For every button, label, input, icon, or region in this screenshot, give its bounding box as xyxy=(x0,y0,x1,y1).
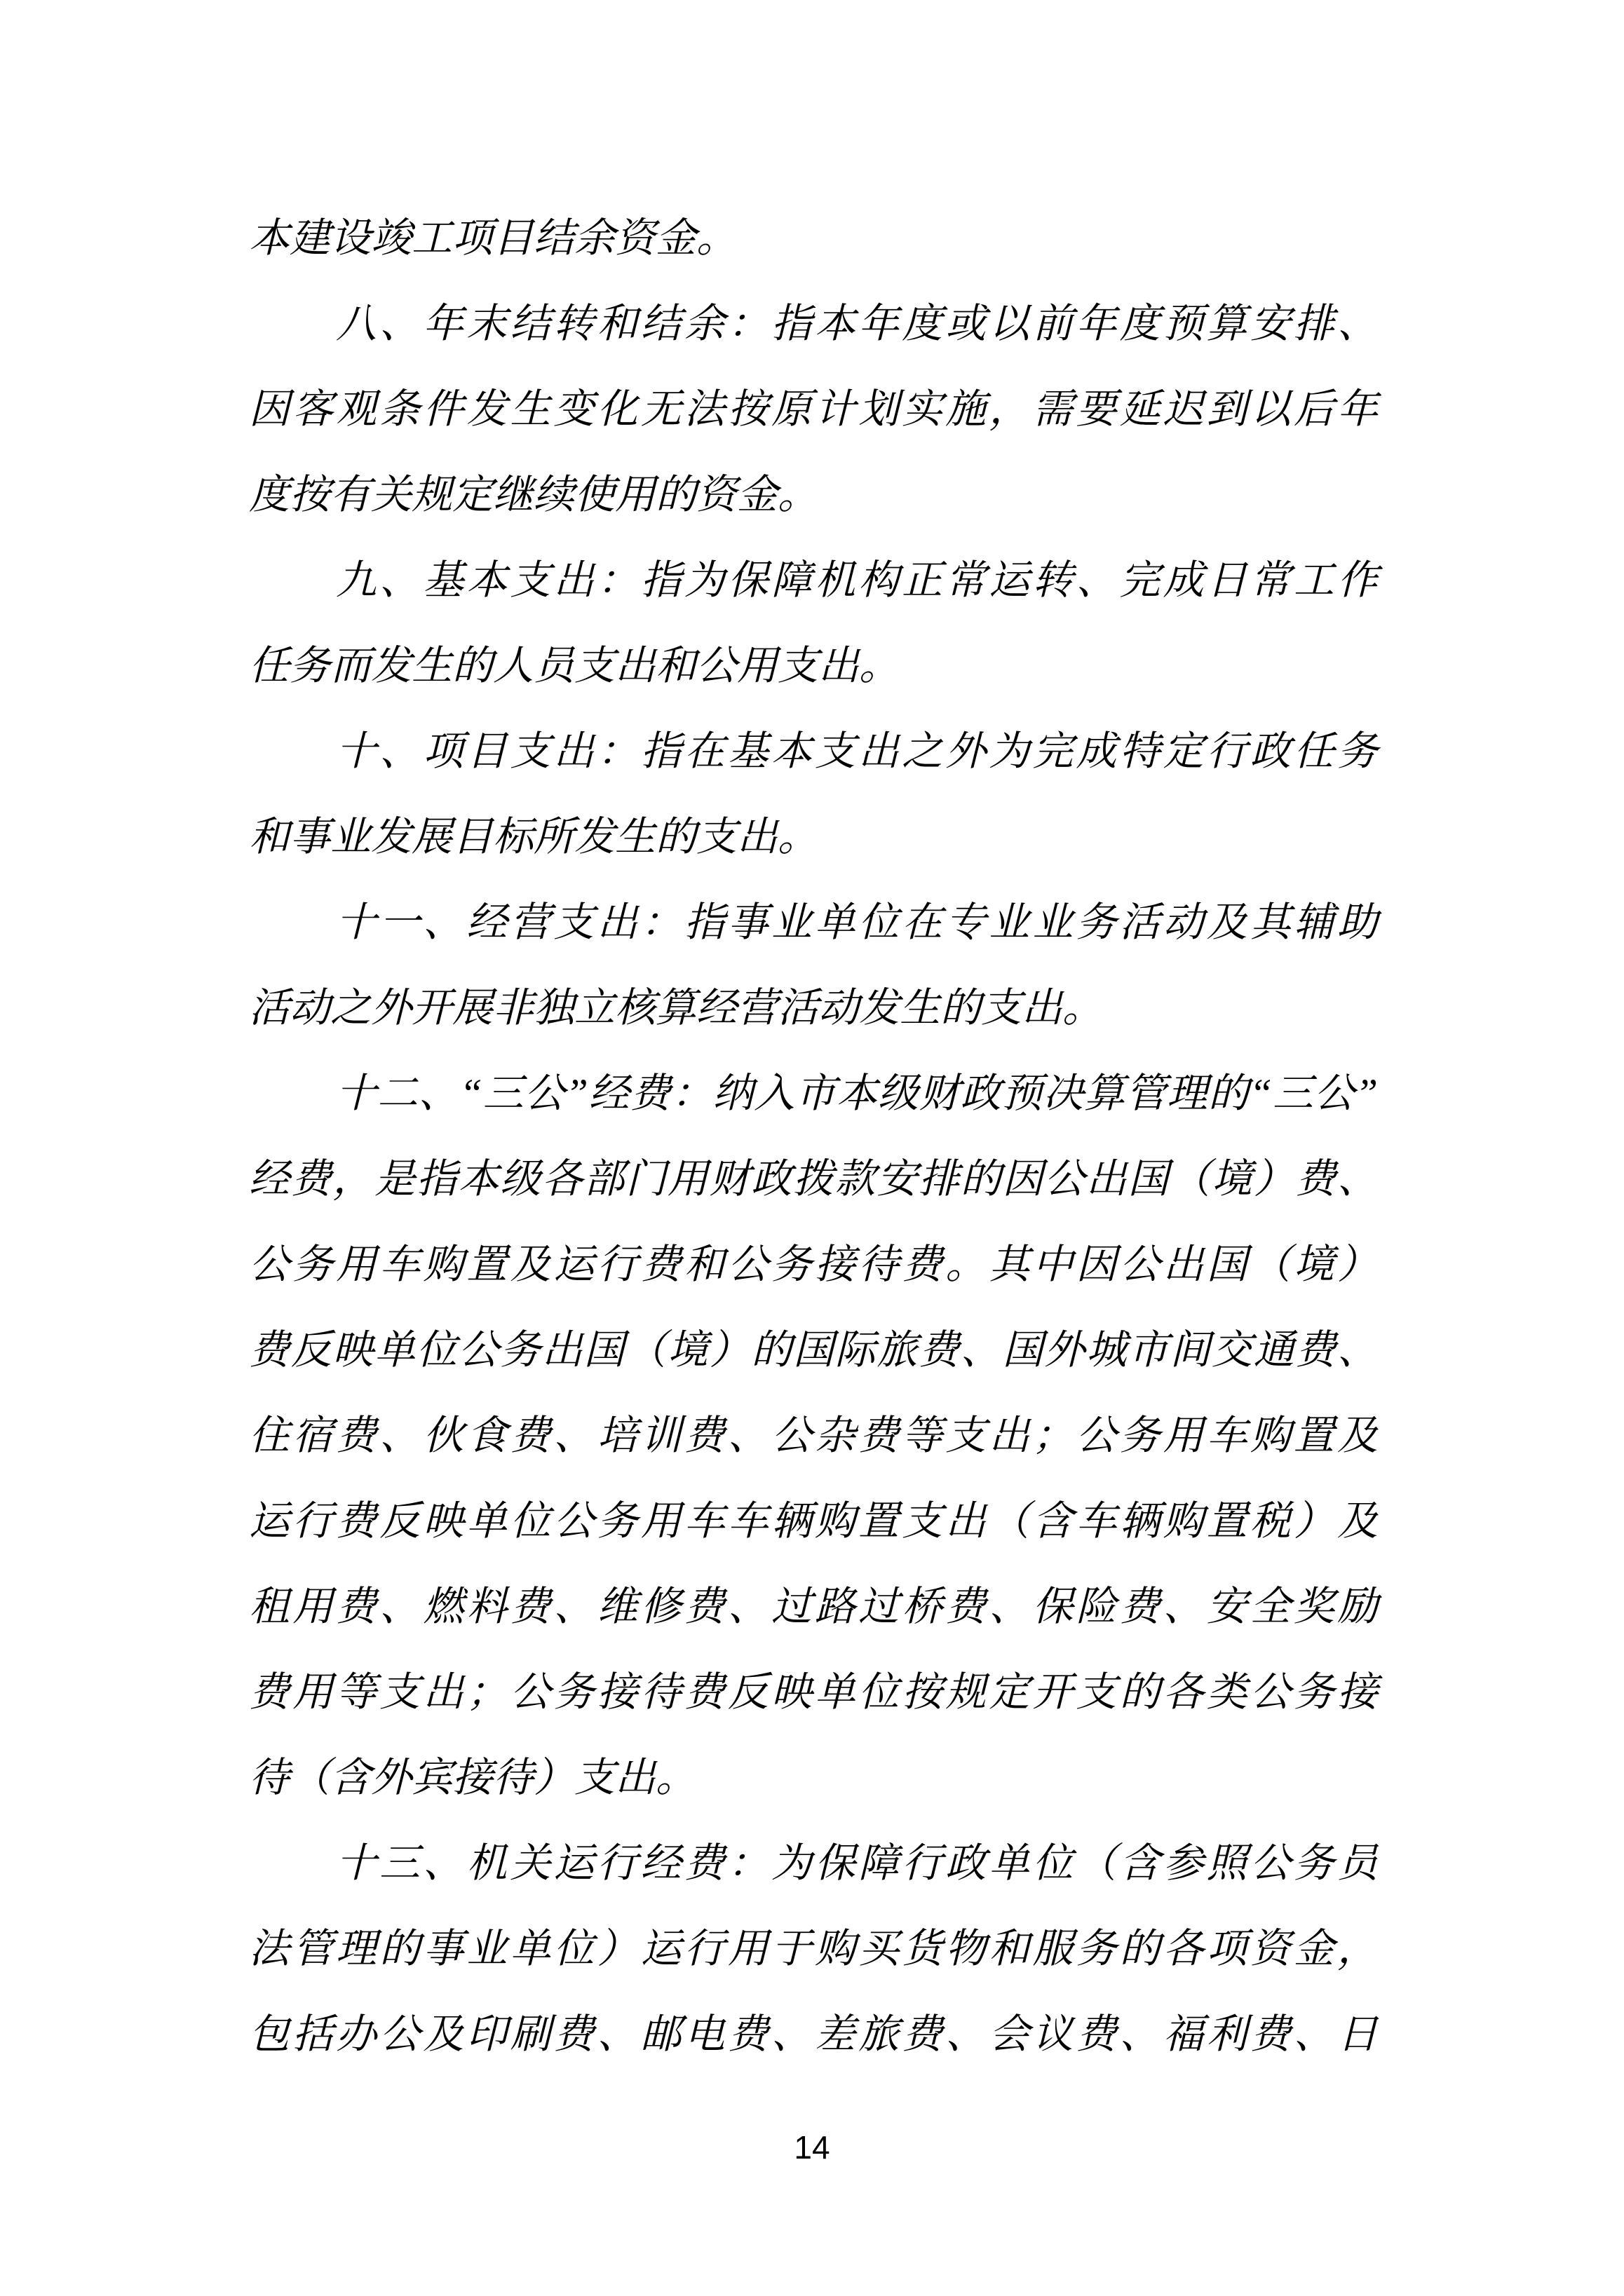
text-line: 和事业发展目标所发生的支出。 xyxy=(249,814,819,860)
text-line: 度按有关规定继续使用的资金。 xyxy=(249,472,819,517)
text-line: 租用费、燃料费、维修费、过路过桥费、保险费、安全奖励 xyxy=(249,1584,1378,1629)
text-line: 包括办公及印刷费、邮电费、差旅费、会议费、福利费、日 xyxy=(249,2011,1378,2057)
text-line: 住宿费、伙食费、培训费、公杂费等支出；公务用车购置及 xyxy=(249,1413,1378,1458)
text-line: 因客观条件发生变化无法按原计划实施，需要延迟到以后年 xyxy=(249,386,1378,432)
body-text xyxy=(249,196,1378,2077)
text-line: 八、年末结转和结余：指本年度或以前年度预算安排、 xyxy=(336,301,1378,346)
text-line: 十、项目支出：指在基本支出之外为完成特定行政任务 xyxy=(336,728,1378,774)
text-line: 十一、经营支出：指事业单位在专业业务活动及其辅助 xyxy=(336,899,1378,945)
text-line: 待（含外宾接待）支出。 xyxy=(249,1755,697,1800)
text-line: 九、基本支出：指为保障机构正常运转、完成日常工作 xyxy=(336,557,1378,603)
text-line: 经费，是指本级各部门用财政拨款安排的因公出国（境）费、 xyxy=(249,1156,1378,1202)
text-line: 法管理的事业单位）运行用于购买货物和服务的各项资金， xyxy=(249,1926,1378,1971)
page-number: 14 xyxy=(794,2129,830,2166)
text-line: 公务用车购置及运行费和公务接待费。其中因公出国（境） xyxy=(249,1242,1378,1287)
text-line: 任务而发生的人员支出和公用支出。 xyxy=(249,643,900,688)
text-line: 十二、“三公”经费：纳入市本级财政预决算管理的“三公” xyxy=(336,1071,1378,1116)
text-line: 费反映单位公务出国（境）的国际旅费、国外城市间交通费、 xyxy=(249,1327,1378,1373)
text-line: 活动之外开展非独立核算经营活动发生的支出。 xyxy=(249,985,1104,1031)
text-line: 运行费反映单位公务用车车辆购置支出（含车辆购置税）及 xyxy=(249,1498,1378,1544)
page-footer xyxy=(0,2130,1624,2165)
text-line: 十三、机关运行经费：为保障行政单位（含参照公务员 xyxy=(336,1840,1378,1886)
text-line: 本建设竣工项目结余资金。 xyxy=(249,215,738,261)
text-line: 费用等支出；公务接待费反映单位按规定开支的各类公务接 xyxy=(249,1669,1378,1715)
